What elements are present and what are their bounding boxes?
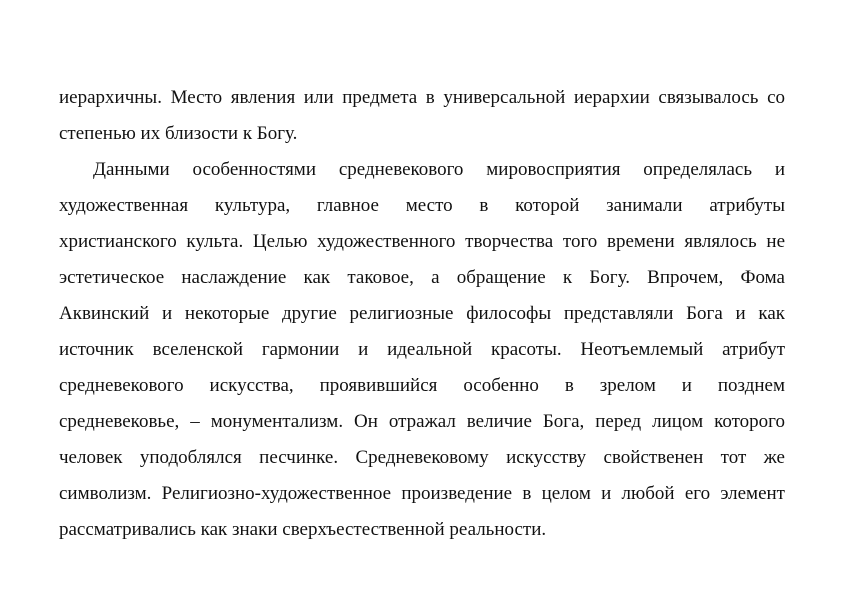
text-line: Данными особенностями средневекового мировосприятия определялась и: [93, 159, 785, 180]
text-line: средневекового искусства, проявившийся особенно в зрелом и позднем: [59, 375, 785, 396]
text-line: рассматривались как знаки сверхъестественной реальности.: [59, 519, 547, 540]
text-line: художественная культура, главное место в которой занимали атрибуты: [59, 195, 785, 216]
text-line: эстетическое наслаждение как таковое, а обращение к Богу. Впрочем, Фома: [59, 267, 785, 288]
text-line: степенью их близости к Богу.: [59, 123, 298, 144]
text-line: Аквинский и некоторые другие религиозные философы представляли Бога и как: [59, 303, 785, 324]
text-line: символизм. Религиозно-художественное произведение в целом и любой его элемент: [59, 483, 785, 504]
text-line: источник вселенской гармонии и идеальной красоты. Неотъемлемый атрибут: [59, 339, 785, 360]
body-text: [59, 80, 785, 548]
text-line: человек уподоблялся песчинке. Средневековому искусству свойственен тот же: [59, 447, 785, 468]
text-line: средневековье, – монументализм. Он отражал величие Бога, перед лицом которого: [59, 411, 785, 432]
text-line: иерархичны. Место явления или предмета в универсальной иерархии связывалось со: [59, 87, 785, 108]
text-line: христианского культа. Целью художественного творчества того времени являлось не: [59, 231, 785, 252]
